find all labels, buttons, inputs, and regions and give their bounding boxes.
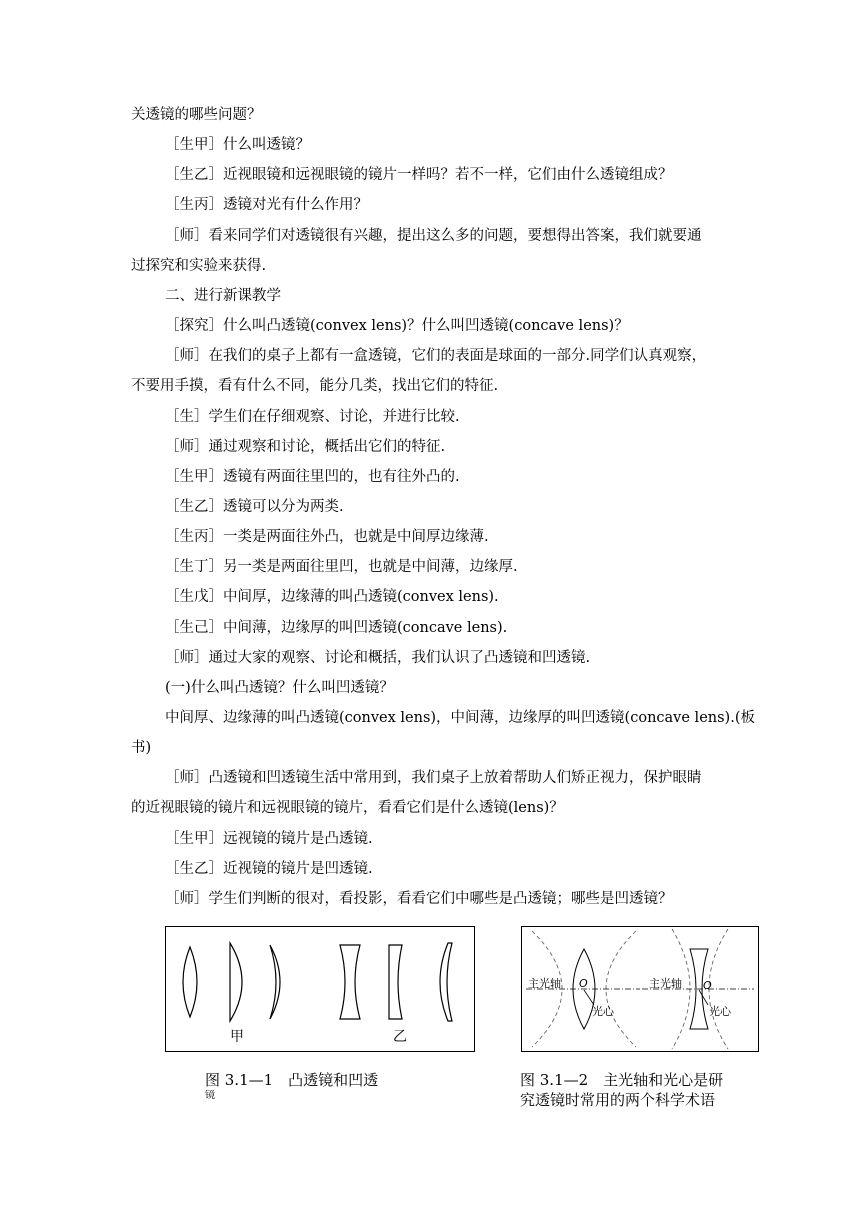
figure-principal-axis-optical-center xyxy=(521,926,759,1052)
paragraph-line: ［生丁］另一类是两面往里凹，也就是中间薄，边缘厚. xyxy=(165,559,518,575)
paragraph-line: 中间厚、边缘薄的叫凸透镜(convex lens)，中间薄，边缘厚的叫凹透镜(concave lens).(板 xyxy=(165,710,755,726)
paragraph-line: ［师］凸透镜和凹透镜生活中常用到，我们桌子上放着帮助人们矫正视力，保护眼睛 xyxy=(165,770,702,786)
paragraph-line: ［生戊］中间厚，边缘薄的叫凸透镜(convex lens). xyxy=(165,589,499,605)
lens-shapes-diagram xyxy=(166,927,474,1051)
paragraph-line: ［生乙］透镜可以分为两类. xyxy=(165,499,344,515)
paragraph-line: 二、进行新课教学 xyxy=(165,288,281,304)
pointer-center-left xyxy=(584,990,594,1005)
meniscus-concave-lens xyxy=(440,943,452,1021)
paragraph-line: ［师］在我们的桌子上都有一盒透镜，它们的表面是球面的一部分.同学们认真观察， xyxy=(165,348,707,364)
paragraph-line: ［生丙］一类是两面往外凸，也就是中间厚边缘薄. xyxy=(165,529,489,545)
paragraph-line: 关透镜的哪些问题？ xyxy=(131,107,262,123)
paragraph-line: (一)什么叫凸透镜？什么叫凹透镜？ xyxy=(165,680,394,696)
figure1-caption xyxy=(205,1070,378,1102)
center-label-left: 光心 xyxy=(592,1005,614,1018)
paragraph-line: ［生乙］近视镜的镜片是凹透镜. xyxy=(165,861,373,877)
paragraph-line: ［师］通过观察和讨论，概括出它们的特征. xyxy=(165,439,446,455)
paragraph-line: ［探究］什么叫凸透镜(convex lens)？什么叫凹透镜(concave lens)？ xyxy=(165,318,629,334)
figure2-caption-line2: 究透镜时常用的两个科学术语 xyxy=(520,1091,716,1109)
axis-label-right: 主光轴 xyxy=(649,977,682,990)
pointer-center-right xyxy=(699,990,708,1005)
paragraph-line: 过探究和实验来获得. xyxy=(131,258,267,274)
optical-axis-diagram xyxy=(522,927,758,1051)
center-label-right: 光心 xyxy=(709,1005,731,1018)
figure1-caption-line2: 镜 xyxy=(205,1090,215,1101)
paragraph-line: ［生乙］近视眼镜和远视眼镜的镜片一样吗？若不一样，它们由什么透镜组成？ xyxy=(165,167,673,183)
plano-concave-lens xyxy=(389,945,402,1019)
figure2-caption-line1: 图 3.1—2 主光轴和光心是研 xyxy=(520,1071,724,1089)
paragraph-line: ［生甲］什么叫透镜？ xyxy=(165,137,310,153)
paragraph-line: ［生］学生们在仔细观察、讨论，并进行比较. xyxy=(165,409,460,425)
figure-convex-concave-lenses xyxy=(165,926,475,1052)
paragraph-line: 不要用手摸，看有什么不同，能分几类，找出它们的特征. xyxy=(131,378,499,394)
biconvex-lens xyxy=(183,947,197,1017)
o-label-right: O xyxy=(703,979,712,992)
paragraph-line: ［师］看来同学们对透镜很有兴趣，提出这么多的问题，要想得出答案，我们就要通 xyxy=(165,228,702,244)
paragraph-line: 的近视眼镜的镜片和远视眼镜的镜片，看看它们是什么透镜(lens)？ xyxy=(131,800,564,816)
meniscus-convex-lens xyxy=(270,945,280,1019)
paragraph-line: 书) xyxy=(131,740,152,756)
paragraph-line: ［生己］中间薄，边缘厚的叫凹透镜(concave lens). xyxy=(165,620,508,636)
axis-label-left: 主光轴 xyxy=(528,977,561,990)
label-convex: 甲 xyxy=(230,1029,244,1045)
paragraph-line: ［师］通过大家的观察、讨论和概括，我们认识了凸透镜和凹透镜. xyxy=(165,650,591,666)
paragraph-line: ［生丙］透镜对光有什么作用？ xyxy=(165,197,368,213)
plano-convex-lens xyxy=(230,943,242,1021)
figure2-caption xyxy=(520,1070,723,1110)
label-concave: 乙 xyxy=(393,1029,407,1045)
paragraph-line: ［生甲］远视镜的镜片是凸透镜. xyxy=(165,831,373,847)
biconcave-lens xyxy=(340,945,360,1019)
paragraph-line: ［生甲］透镜有两面往里凹的，也有往外凸的. xyxy=(165,469,460,485)
o-label-left: O xyxy=(579,977,588,990)
paragraph-line: ［师］学生们判断的很对，看投影，看看它们中哪些是凸透镜；哪些是凹透镜？ xyxy=(165,891,673,907)
figure1-caption-line1: 图 3.1—1 凸透镜和凹透 xyxy=(205,1071,379,1089)
sphere-arc-left-b xyxy=(606,931,636,1047)
